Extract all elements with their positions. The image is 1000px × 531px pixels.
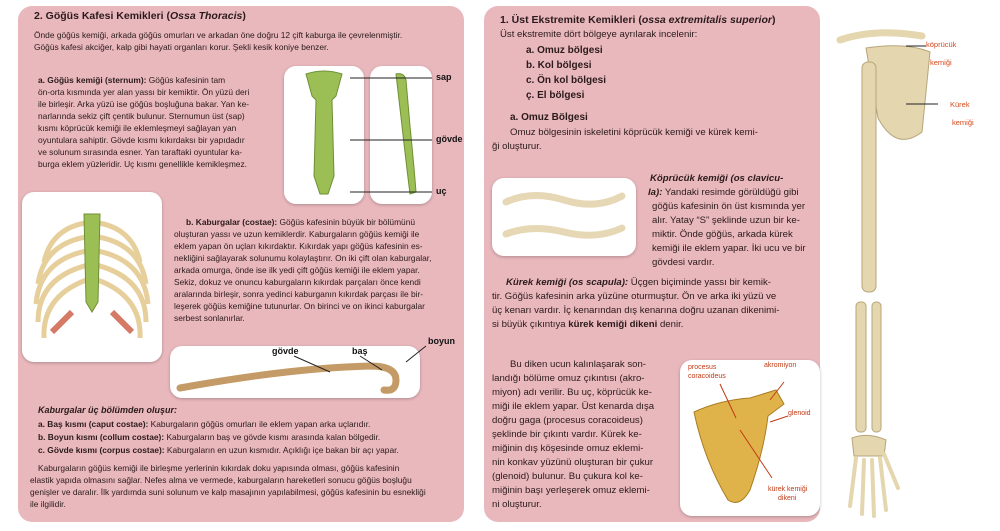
scapula-label-coracoideus: coracoideus — [688, 373, 726, 380]
sternum-line: burga eklem yüzleridir. Uç kısmı genellikle kemikleşmez. — [38, 159, 247, 169]
scapula-label-kurek-kemigi: kürek kemiği — [768, 486, 808, 493]
closing-line: Kaburgaların göğüs kemiği ile birleşme yerlerinin kıkırdak doku yapısında olması, göğüs kafesinin — [38, 463, 400, 473]
ribs-line: oluşturan yassı ve uzun kemiklerdir. Kaburgaların göğüs kemiği ile — [174, 229, 420, 239]
closing-line: ile ilgilidir. — [30, 499, 66, 509]
closing-line: genişler ve daralır. İlk yardımda suni solunum ve kalp masajının yapılabilmesi, göğüs kafesinin bu esnekliği — [30, 487, 426, 497]
rib-label-bas: baş — [352, 346, 368, 356]
region-item: ç. El bölgesi — [526, 90, 585, 101]
clavicle-line: la): Yandaki resimde görüldüğü gibi — [648, 187, 799, 198]
sternum-heading-line: a. Göğüs kemiği (sternum): Göğüs kafesinin tam — [38, 75, 226, 85]
skeleton-label-kurek-1: Kürek — [950, 100, 970, 109]
scapula-line: si büyük çıkıntıya kürek kemiği dikeni denir. — [492, 319, 684, 330]
section-title-thorax: 2. Göğüs Kafesi Kemikleri (Ossa Thoracis) — [34, 10, 246, 22]
ribs-line: aralarında birleşir, sonra yedinci kaburganın kıkırdak parçası ile bir- — [174, 289, 424, 299]
region-item: a. Omuz bölgesi — [526, 45, 603, 56]
rib-part-body: c. Gövde kısmı (corpus costae): Kaburgaların en uzun kısmıdır. Açıklığı içe bakan bir açı yapar. — [38, 445, 399, 455]
spine-line: ni oluşturur. — [492, 499, 542, 510]
ribs-line: eklem yapan ön uçları kıkırdaktır. Kıkırdak yapı göğüs kafesinin es- — [174, 241, 423, 251]
shoulder-heading: a. Omuz Bölgesi — [510, 112, 588, 123]
spine-line: nin konkav yüzünü oluşturan bir çukur — [492, 457, 654, 468]
clavicle-line: göğüs kafesinin ön üst kısmında yer — [652, 201, 806, 212]
clavicle-heading: Köprücük kemiği (os clavicu- — [650, 173, 784, 184]
clavicle-line: gövdesi vardır. — [652, 257, 715, 268]
clavicle-illustration — [492, 178, 636, 256]
spine-line: miğinin başı yerleşerek omuz eklemi- — [492, 485, 650, 496]
sternum-label-govde: gövde — [436, 134, 463, 144]
scapula-label-procesus: procesus — [688, 364, 717, 371]
skeleton-label-kurek-2: kemiği — [952, 118, 974, 127]
ribs-line: arkada omurga, önde ise ilk yedi çift göğüs kemiği ile eklem yapar. — [174, 265, 420, 275]
shoulder-text-line: Omuz bölgesinin iskeletini köprücük kemiği ve kürek kemi- — [510, 127, 758, 138]
spine-line: şeklinde bir çıkıntı vardır. Kürek ke- — [492, 429, 642, 440]
scapula-label-glenoid: glenoid — [788, 410, 811, 417]
region-item: c. Ön kol bölgesi — [526, 75, 607, 86]
sternum-label-uc: uç — [436, 186, 447, 196]
clavicle-line: alır. Yatay “S” şeklinde uzun bir ke- — [652, 215, 800, 226]
clavicle-line: kemiği ile eklem yapar. İki ucu ve bir — [652, 243, 806, 254]
sternum-line: ve solunum sırasında esner. Yan taraftaki oyuntular ka- — [38, 147, 243, 157]
rib-parts-title: Kaburgalar üç bölümden oluşur: — [38, 405, 178, 415]
rib-label-govde: gövde — [272, 346, 299, 356]
shoulder-text-line: ği oluşturur. — [492, 141, 542, 152]
sternum-line: oyuntulara sahiptir. Gövde kısmı kıkırdaksı bir yapıdadır — [38, 135, 245, 145]
ribs-line: leşerek göğüs kemiğine tutunurlar. On birinci ve on ikinci kaburgalar — [174, 301, 425, 311]
scapula-line: üç kenarı vardır. İç kenarından dış kenarına doğru uzanan dikenimi- — [492, 305, 780, 316]
scapula-label-dikeni: dikeni — [778, 495, 797, 502]
upper-extremity-intro: Üst ekstremite dört bölgeye ayrılarak incelenir: — [500, 29, 698, 40]
section-title-upper-extremity: 1. Üst Ekstremite Kemikleri (ossa extremitalis superior) — [500, 14, 776, 26]
spine-line: doğru gaga (procesus coracoideus) — [492, 415, 643, 426]
spine-line: miyon) adı verilir. Bu uç, köprücük ke- — [492, 387, 652, 398]
sternum-pointer-lines — [340, 70, 440, 200]
ribcage-image — [22, 192, 162, 362]
sternum-label-sap: sap — [436, 72, 452, 82]
ribs-line: serbest sonlanırlar. — [174, 313, 245, 323]
closing-line: elastik yapıda olmasını sağlar. Nefes alma ve vermede, kaburgaların hareketleri sonucu göğüs boşluğu — [30, 475, 412, 485]
clavicle-line: miktir. Önde göğüs, arkada kürek — [652, 229, 793, 240]
clavicle-image — [492, 178, 636, 256]
spine-line: landığı bölüme omuz çıkıntısı (akro- — [492, 373, 645, 384]
rib-label-boyun: boyun — [428, 336, 455, 346]
rib-part-head: a. Baş kısmı (caput costae): Kaburgaların göğüs omurları ile eklem yapan arka uçlarıdır. — [38, 419, 371, 429]
arm-skeleton-illustration — [826, 22, 966, 522]
ribs-line: nekliğini sağlayarak solunumu kolaylaştırır. On iki çift olan kaburgalar, — [174, 253, 432, 263]
ribs-heading-line: b. Kaburgalar (costae): Göğüs kafesinin büyük bir bölümünü — [186, 217, 416, 227]
sternum-line: ile birleşir. Arka yüzü ise göğüs boşluğuna bakar. Yan ke- — [38, 99, 250, 109]
spine-line: miğinin dış köşesinde omuz eklemi- — [492, 443, 644, 454]
skeleton-label-kopru-1: köprücük — [926, 40, 957, 49]
ribs-line: Sekiz, dokuz ve onuncu kaburgaların kıkırdak parçaları önce kendi — [174, 277, 421, 287]
spine-line: miği ile eklem yapar. Üst kenarda dışa — [492, 401, 655, 412]
ribcage-illustration — [22, 192, 162, 362]
skeleton-label-kopru-2: kemiği — [930, 58, 952, 67]
sternum-line: narlarında sekiz çift çentik bulunur. Sternumun üst (sap) — [38, 111, 245, 121]
thorax-intro-1: Önde göğüs kemiği, arkada göğüs omurları ve arkadan öne doğru 12 çift kaburga ile çevrelenmiştir. — [34, 30, 403, 40]
scapula-line: tir. Göğüs kafesinin arka yüzüne oturmuştur. Ön ve arka iki yüzü ve — [492, 291, 777, 302]
thorax-intro-2: Göğüs kafesi akciğer, kalp gibi hayati organları korur. Şekli kesik koniye benzer. — [34, 42, 329, 52]
sternum-line: ön-orta kısmında yer alan yassı bir kemiktir. Ön yüzü deri — [38, 87, 250, 97]
scapula-label-akromiyon: akromiyon — [764, 362, 797, 369]
rib-part-neck: b. Boyun kısmı (collum costae): Kaburgaların baş ve gövde kısmı arasında kalan bölgedir. — [38, 432, 381, 442]
spine-line: Bu diken ucun kalınlaşarak son- — [510, 359, 646, 370]
scapula-heading-line: Kürek kemiği (os scapula): Üçgen biçiminde yassı bir kemik- — [506, 277, 771, 288]
spine-line: (glenoid) bulunur. Bu çukura kol ke- — [492, 471, 643, 482]
region-item: b. Kol bölgesi — [526, 60, 592, 71]
sternum-line: kısmı köprücük kemiği ile eklemleşmeyi sağlayan yan — [38, 123, 237, 133]
